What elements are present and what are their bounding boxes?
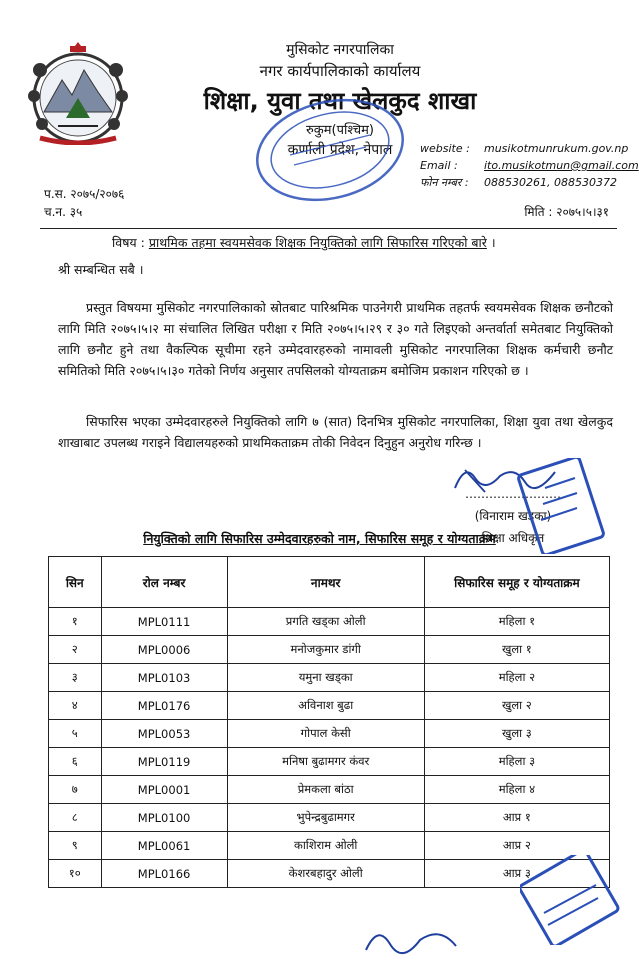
cell-roll: MPL0061	[101, 832, 227, 860]
table-row	[49, 748, 610, 776]
cell-roll: MPL0100	[101, 804, 227, 832]
subject-end: ।	[490, 235, 496, 250]
table-title-text: नियुक्तिको लागि सिफारिस उम्मेदवारहरुको नाम, सिफारिस समूह र योग्यताक्रम	[143, 531, 496, 546]
col-header-roll: रोल नम्बर	[101, 557, 227, 608]
table-row	[49, 720, 610, 748]
col-header-group: सिफारिस समूह र योग्यताक्रम	[424, 557, 609, 608]
table-row	[49, 692, 610, 720]
cell-sn: ४	[49, 692, 102, 720]
divider	[40, 228, 617, 229]
contact-block	[420, 140, 639, 191]
cell-sn: ६	[49, 748, 102, 776]
signatory-name: (विनाराम खड्का)	[474, 509, 552, 523]
office-name: नगर कार्यपालिकाको कार्यालय	[259, 62, 421, 80]
cell-group: महिला ३	[424, 748, 609, 776]
cell-sn: १	[49, 608, 102, 636]
cell-group: आप्र ३	[424, 860, 609, 888]
cell-group: महिला २	[424, 664, 609, 692]
cell-name: काशिराम ओली	[227, 832, 424, 860]
cell-sn: ९	[49, 832, 102, 860]
reference-block	[44, 185, 124, 221]
candidate-table	[48, 556, 610, 888]
dispatch-number: च.न. ३५	[44, 205, 83, 219]
cell-name: प्रगति खड्का ओली	[227, 608, 424, 636]
subject-line	[112, 234, 496, 251]
cell-group: आप्र २	[424, 832, 609, 860]
table-title	[0, 530, 639, 547]
cell-group: महिला १	[424, 608, 609, 636]
cell-name: यमुना खड्का	[227, 664, 424, 692]
cell-group: महिला ४	[424, 776, 609, 804]
cell-name: गोपाल केसी	[227, 720, 424, 748]
letter-date: मिति : २०७५।५।३१	[524, 205, 609, 219]
cell-roll: MPL0166	[101, 860, 227, 888]
subject-label: विषय :	[112, 235, 145, 250]
cell-sn: १०	[49, 860, 102, 888]
table-row	[49, 608, 610, 636]
table-row	[49, 804, 610, 832]
cell-roll: MPL0176	[101, 692, 227, 720]
bottom-signature-icon	[360, 920, 480, 958]
cell-roll: MPL0103	[101, 664, 227, 692]
table-row	[49, 636, 610, 664]
cell-name: केशरबहादुर ओली	[227, 860, 424, 888]
table-row	[49, 664, 610, 692]
cell-roll: MPL0111	[101, 608, 227, 636]
cell-group: खुला ३	[424, 720, 609, 748]
col-header-name: नामथर	[227, 557, 424, 608]
ref-number: प.स. २०७५/२०७६	[44, 187, 125, 201]
paragraph-text: सिफारिस भएका उम्मेदवारहरुले नियुक्तिको लागि ७ (सात) दिनभित्र मुसिकोट नगरपालिका, शिक्षा युवा तथा खेलकुद शाखाबाट उपलब्ध गराइने विद्यालयहरुको प्राथमिकताक्रम तोकी निवेदन दिनुहुन अनुरोध गरिन्छ ।	[58, 414, 613, 450]
paragraph-text: प्रस्तुत विषयमा मुसिकोट नगरपालिकाको स्रोतबाट पारिश्रमिक पाउनेगरी प्राथमिक तहतर्फ स्वयमसेवक शिक्षक छनौटको लागि मिति २०७५।५।२ मा संचालित लिखित परीक्षा र मिति २०७५।५।२९ र ३० गते लिइएको अन्तर्वार्ता समेतबाट नियुक्तिको लागि छनौट हुने तथा वैकल्पिक सूचीमा रहने उम्मेदवारहरुको नामावली मुसिकोट नगरपालिका शिक्षक कर्मचारी छनौट समितिको मिति २०७५।५।३० गतेको निर्णय अनुसार तपसिलको योग्यताक्रम बमोजिम प्रकाशन गरिएको छ ।	[58, 300, 613, 378]
phone-label: फोन नम्बर :	[420, 176, 469, 189]
cell-roll: MPL0119	[101, 748, 227, 776]
cell-group: खुला १	[424, 636, 609, 664]
signatory-title: शिक्षा अधिकृत	[481, 531, 545, 545]
email-label: Email :	[420, 159, 458, 172]
email-value[interactable]: ito.musikotmun@gmail.com	[484, 159, 639, 172]
phone-value: 088530261, 088530372	[484, 176, 617, 189]
district-name: रुकुम(पश्चिम)	[306, 123, 374, 138]
cell-sn: २	[49, 636, 102, 664]
body-paragraph-2	[58, 411, 613, 453]
salutation: श्री सम्बन्धित सबै ।	[58, 262, 144, 277]
col-header-sn: सिन	[49, 557, 102, 608]
table-row	[49, 776, 610, 804]
website-label: website :	[420, 142, 470, 155]
cell-name: अविनाश बुढा	[227, 692, 424, 720]
website-value[interactable]: musikotmunrukum.gov.np	[484, 142, 629, 155]
cell-sn: ३	[49, 664, 102, 692]
cell-roll: MPL0006	[101, 636, 227, 664]
cell-name: मनिषा बुढामगर कंवर	[227, 748, 424, 776]
table-header-row	[49, 557, 610, 608]
province-name: कर्णाली प्रदेश, नेपाल	[287, 142, 393, 158]
cell-roll: MPL0001	[101, 776, 227, 804]
cell-roll: MPL0053	[101, 720, 227, 748]
signature-dots: ……………………	[465, 487, 561, 501]
body-paragraph-1	[58, 297, 613, 381]
cell-name: भुपेन्द्रबुढामगर	[227, 804, 424, 832]
office-stamp-icon	[250, 95, 410, 205]
cell-sn: ७	[49, 776, 102, 804]
bottom-officer-stamp-icon	[520, 855, 620, 945]
cell-group: खुला २	[424, 692, 609, 720]
cell-name: मनोजकुमार डांगी	[227, 636, 424, 664]
cell-group: आप्र १	[424, 804, 609, 832]
cell-sn: ५	[49, 720, 102, 748]
cell-name: प्रेमकला बांठा	[227, 776, 424, 804]
subject-text: प्राथमिक तहमा स्वयमसेवक शिक्षक नियुक्तिको लागि सिफारिस गरिएको बारे	[148, 235, 487, 250]
section-name: शिक्षा, युवा तथा खेलकुद शाखा	[203, 87, 477, 115]
nepal-emblem-icon	[22, 40, 134, 145]
cell-sn: ८	[49, 804, 102, 832]
municipality-name: मुसिकोट नगरपालिका	[286, 42, 394, 58]
